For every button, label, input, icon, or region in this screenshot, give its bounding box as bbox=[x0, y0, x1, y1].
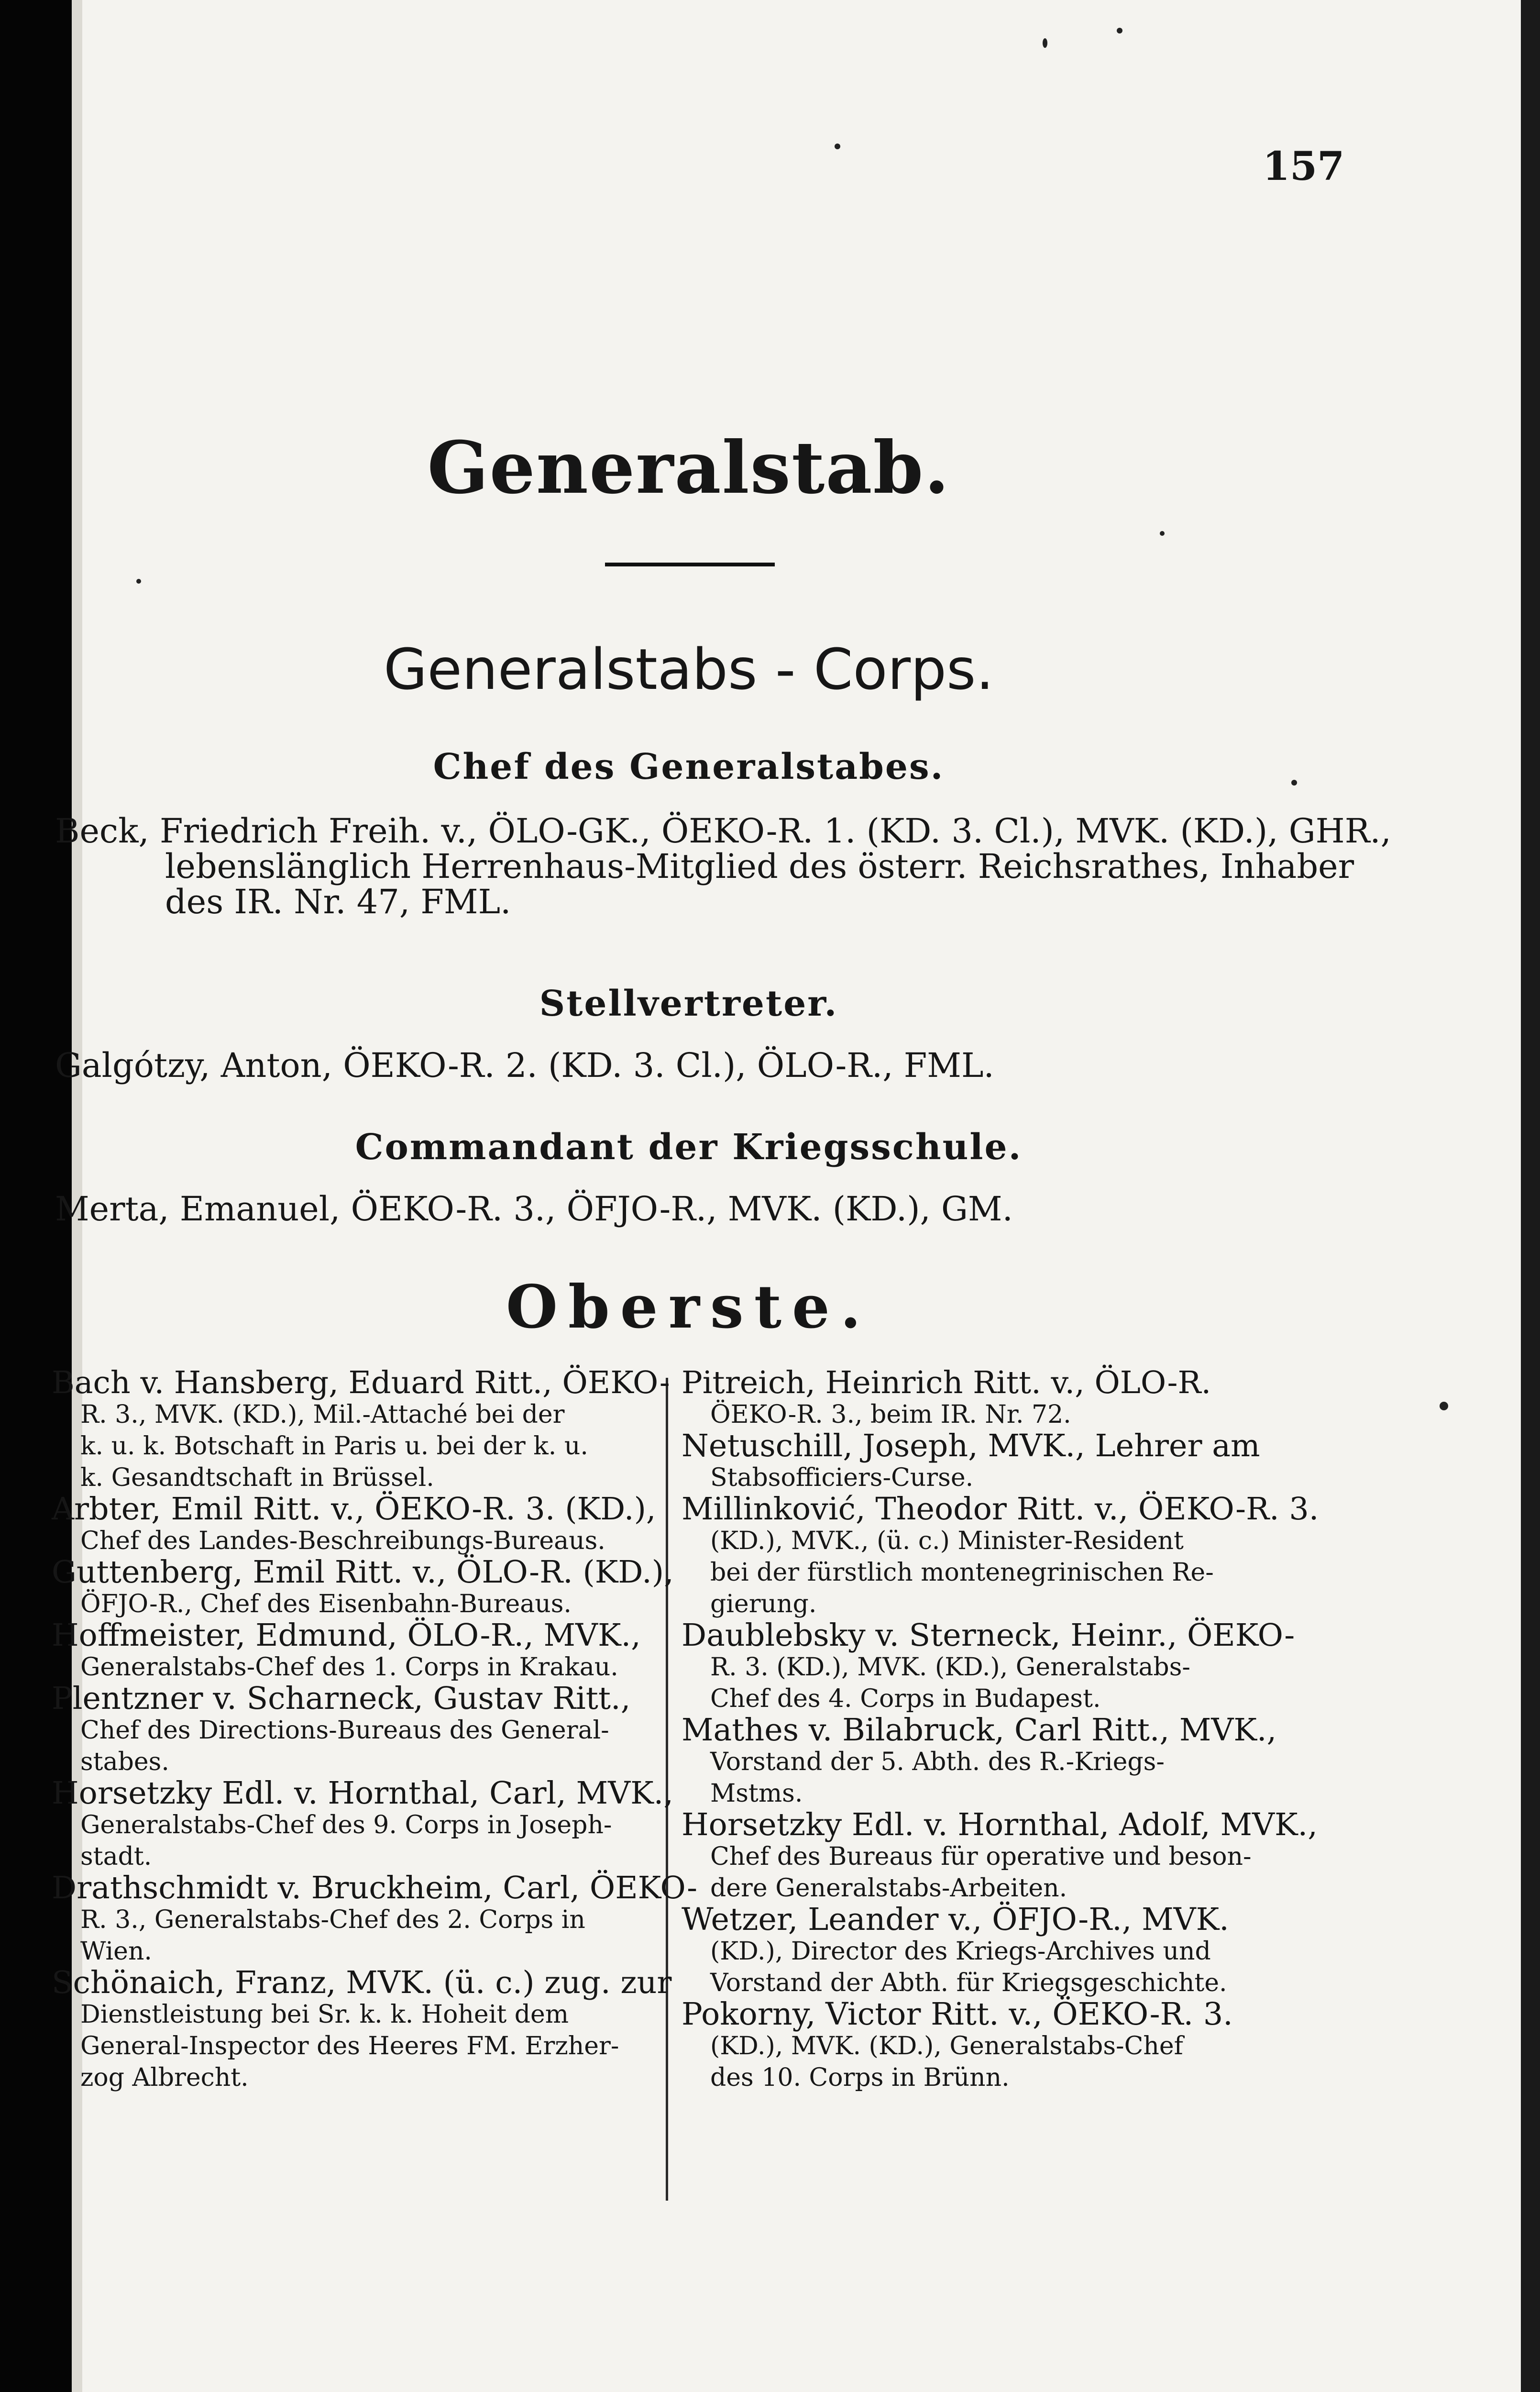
scan-speck bbox=[1043, 38, 1047, 48]
right-column bbox=[682, 1365, 1319, 2093]
scan-speck bbox=[1117, 28, 1122, 33]
officer-name-line: Horsetzky Edl. v. Hornthal, Carl, MVK., bbox=[52, 1775, 673, 1811]
officer-entry bbox=[682, 1807, 1318, 1904]
title-rule bbox=[605, 563, 775, 566]
officer-entry bbox=[682, 1367, 1308, 1430]
officer-entry bbox=[682, 1617, 1308, 1715]
officer-entry bbox=[682, 1996, 1308, 2093]
officer-detail-line: stabes. bbox=[80, 1748, 169, 1776]
officer-name-line: Pitreich, Heinrich Ritt. v., ÖLO-R. bbox=[682, 1365, 1211, 1401]
officer-detail-line: R. 3. (KD.), MVK. (KD.), Generalstabs- bbox=[710, 1653, 1190, 1682]
officer-name-line: Hoffmeister, Edmund, ÖLO-R., MVK., bbox=[52, 1617, 641, 1653]
scan-speck bbox=[1291, 780, 1297, 786]
officer-detail-line: Chef des Bureaus für operative und beson- bbox=[710, 1842, 1252, 1871]
heading-chef: Chef des Generalstabes. bbox=[433, 746, 945, 787]
officer-entry bbox=[682, 1712, 1308, 1809]
officer-name-line: Millinković, Theodor Ritt. v., ÖEKO-R. 3. bbox=[682, 1491, 1319, 1527]
officer-detail-line: General-Inspector des Heeres FM. Erzher- bbox=[80, 2032, 619, 2060]
officer-detail-line: Wien. bbox=[80, 1937, 152, 1966]
officer-name-line: Drathschmidt v. Bruckheim, Carl, ÖEKO- bbox=[52, 1870, 698, 1906]
officer-detail-line: Stabsofficiers-Curse. bbox=[710, 1463, 974, 1492]
officer-detail-line: Chef des Directions-Bureaus des General- bbox=[80, 1716, 609, 1745]
scan-speck bbox=[835, 144, 840, 149]
officer-detail-line: zog Albrecht. bbox=[80, 2063, 249, 2092]
officer-name-line: Mathes v. Bilabruck, Carl Ritt., MVK., bbox=[682, 1712, 1277, 1748]
scan-speck bbox=[1440, 1402, 1448, 1410]
officer-name-line: Daublebsky v. Sterneck, Heinr., ÖEKO- bbox=[682, 1617, 1295, 1653]
officer-detail-line: R. 3., Generalstabs-Chef des 2. Corps in bbox=[80, 1905, 585, 1934]
scan-speck bbox=[136, 579, 141, 584]
officer-detail-line: k. u. k. Botschaft in Paris u. bei der k. u. bbox=[80, 1432, 588, 1461]
officer-entry bbox=[52, 1367, 669, 1494]
officer-entry bbox=[682, 1491, 1319, 1620]
officer-entry bbox=[682, 1904, 1308, 1999]
entry-stellvertreter bbox=[55, 1048, 1298, 1083]
page-subtitle: Generalstabs - Corps. bbox=[383, 636, 994, 702]
heading-oberste: Oberste. bbox=[506, 1273, 872, 1342]
officer-name-line: Schönaich, Franz, MVK. (ü. c.) zug. zur bbox=[52, 1965, 672, 2001]
officer-name-line: Horsetzky Edl. v. Hornthal, Adolf, MVK., bbox=[682, 1807, 1318, 1843]
entry-commandant bbox=[55, 1191, 1298, 1227]
officer-detail-line: Chef des Landes-Beschreibungs-Bureaus. bbox=[80, 1527, 605, 1555]
officer-detail-line: ÖFJO-R., Chef des Eisenbahn-Bureaus. bbox=[80, 1590, 572, 1618]
officer-detail-line: ÖEKO-R. 3., beim IR. Nr. 72. bbox=[710, 1400, 1071, 1429]
officer-detail-line: gierung. bbox=[710, 1590, 817, 1618]
page-title: Generalstab. bbox=[427, 426, 950, 510]
officer-detail-line: bei der fürstlich montenegrinischen Re- bbox=[710, 1558, 1214, 1587]
heading-stellvertreter: Stellvertreter. bbox=[539, 983, 838, 1024]
officer-detail-line: Chef des 4. Corps in Budapest. bbox=[710, 1684, 1101, 1713]
officer-entry bbox=[52, 1491, 669, 1557]
entry-chef bbox=[55, 811, 1391, 921]
entry-line: des IR. Nr. 47, FML. bbox=[165, 882, 511, 921]
entry-line: Galgótzy, Anton, ÖEKO-R. 2. (KD. 3. Cl.), ÖLO-R., FML. bbox=[55, 1046, 994, 1085]
officer-detail-line: (KD.), Director des Kriegs-Archives und bbox=[710, 1937, 1211, 1966]
officer-detail-line: dere Generalstabs-Arbeiten. bbox=[710, 1874, 1067, 1903]
right-page-edge bbox=[1521, 0, 1540, 2392]
officer-name-line: Wetzer, Leander v., ÖFJO-R., MVK. bbox=[682, 1902, 1229, 1938]
officer-name-line: Bach v. Hansberg, Eduard Ritt., ÖEKO- bbox=[52, 1365, 670, 1401]
officer-detail-line: Generalstabs-Chef des 1. Corps in Krakau. bbox=[80, 1653, 618, 1682]
officer-detail-line: Vorstand der Abth. für Kriegsgeschichte. bbox=[710, 1969, 1227, 1997]
officer-detail-line: Vorstand der 5. Abth. des R.-Kriegs- bbox=[710, 1748, 1165, 1776]
officer-entry bbox=[52, 1965, 672, 2093]
officer-entry bbox=[52, 1554, 674, 1620]
officer-detail-line: Dienstleistung bei Sr. k. k. Hoheit dem bbox=[80, 2000, 569, 2029]
entry-line: Merta, Emanuel, ÖEKO-R. 3., ÖFJO-R., MVK. (KD.), GM. bbox=[55, 1189, 1013, 1229]
officer-detail-line: stadt. bbox=[80, 1842, 152, 1871]
officer-name-line: Pokorny, Victor Ritt. v., ÖEKO-R. 3. bbox=[682, 1996, 1233, 2032]
entry-line: lebenslänglich Herrenhaus-Mitglied des österr. Reichsrathes, Inhaber bbox=[165, 847, 1354, 886]
officer-name-line: Arbter, Emil Ritt. v., ÖEKO-R. 3. (KD.), bbox=[52, 1491, 656, 1527]
officer-detail-line: Generalstabs-Chef des 9. Corps in Joseph- bbox=[80, 1811, 612, 1839]
officer-entry bbox=[52, 1775, 673, 1872]
officer-detail-line: k. Gesandtschaft in Brüssel. bbox=[80, 1463, 434, 1492]
officer-name-line: Plentzner v. Scharneck, Gustav Ritt., bbox=[52, 1681, 631, 1716]
officer-name-line: Guttenberg, Emil Ritt. v., ÖLO-R. (KD.), bbox=[52, 1554, 674, 1590]
officer-entry bbox=[52, 1617, 669, 1683]
officer-detail-line: des 10. Corps in Brünn. bbox=[710, 2063, 1010, 2092]
officer-entry bbox=[682, 1430, 1308, 1494]
officer-name-line: Netuschill, Joseph, MVK., Lehrer am bbox=[682, 1428, 1260, 1464]
officer-entry bbox=[52, 1870, 698, 1967]
officer-detail-line: Mstms. bbox=[710, 1779, 803, 1808]
entry-line: Beck, Friedrich Freih. v., ÖLO-GK., ÖEKO-R. 1. (KD. 3. Cl.), MVK. (KD.), GHR., bbox=[55, 811, 1391, 851]
page-number: 157 bbox=[1263, 144, 1345, 189]
scan-speck bbox=[1160, 531, 1165, 536]
left-column bbox=[52, 1365, 698, 2093]
officer-detail-line: (KD.), MVK. (KD.), Generalstabs-Chef bbox=[710, 2032, 1183, 2060]
officer-entry bbox=[52, 1683, 669, 1778]
officer-detail-line: (KD.), MVK., (ü. c.) Minister-Resident bbox=[710, 1527, 1184, 1555]
heading-commandant: Commandant der Kriegsschule. bbox=[355, 1127, 1023, 1168]
officer-detail-line: R. 3., MVK. (KD.), Mil.-Attaché bei der bbox=[80, 1400, 565, 1429]
